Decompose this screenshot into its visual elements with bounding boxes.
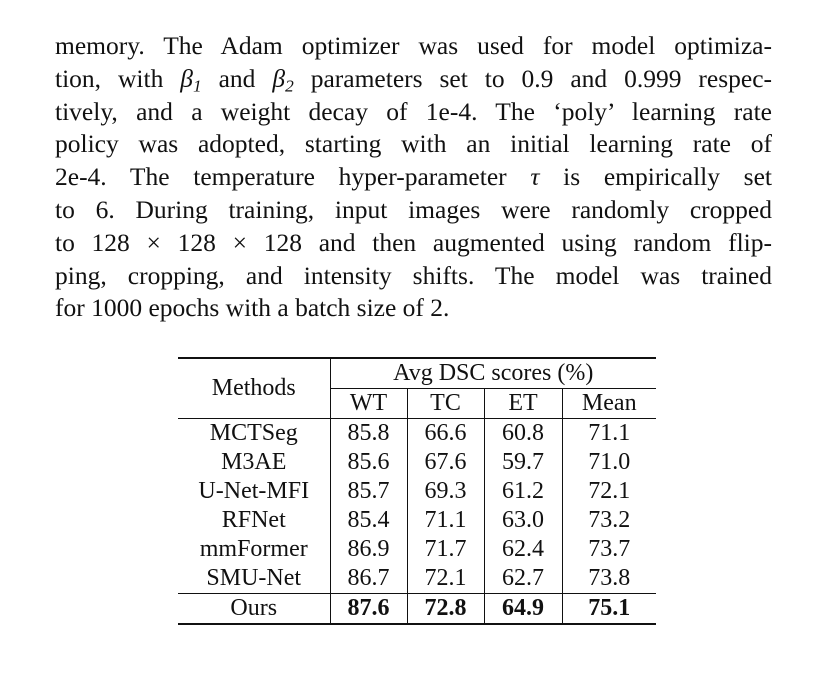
column-header-mean: Mean [562,389,656,419]
text-line: tively, and a weight decay of 1e-4. The ‘poly’ learning rate [55,96,772,126]
table-cell: 85.6 [330,448,407,477]
text-fragment: 2e-4. The temperature hyper-parameter [55,162,507,192]
table-cell: 86.7 [330,564,407,594]
text-line [55,161,772,194]
table-row [178,419,656,449]
tau-symbol: τ [530,162,540,192]
text-line: to 6. During training, input images were randomly cropped [55,194,772,224]
text-line: to 128 × 128 × 128 and then augmented using random flip- [55,227,772,257]
methods-header: Methods [211,375,296,401]
table-cell: 61.2 [484,477,562,506]
text-line: memory. The Adam optimizer was used for model optimiza- [55,31,772,60]
table-cell: 62.4 [484,535,562,564]
table-cell: 85.7 [330,477,407,506]
table-row [178,506,656,535]
method-name: RFNet [221,507,286,533]
table-cell: 73.7 [562,535,656,564]
text-line: for 1000 epochs with a batch size of 2. [55,293,450,323]
table-cell: 63.0 [484,506,562,535]
table-row [178,448,656,477]
text-fragment: and [218,63,256,93]
table-cell: 71.1 [407,506,484,535]
table-cell: 86.9 [330,535,407,564]
table-cell: 62.7 [484,564,562,594]
beta2-symbol: $\beta_2$ [272,63,294,96]
ours-cell: 72.8 [407,594,484,625]
column-header-tc: TC [407,389,484,419]
method-name: U-Net-MFI [198,478,310,504]
method-name: Ours [230,595,278,621]
table-cell: 72.1 [562,477,656,506]
table-cell: 59.7 [484,448,562,477]
table-cell: 73.2 [562,506,656,535]
body-paragraph [55,30,772,325]
column-header-et: ET [484,389,562,419]
results-table [178,357,656,625]
beta1-symbol: $\beta_1$ [180,63,202,96]
table-cell: 66.6 [407,419,484,449]
table-cell: 85.8 [330,419,407,449]
ours-cell: 64.9 [484,594,562,625]
table-cell: 60.8 [484,419,562,449]
text-line [55,63,772,96]
table-cell: 67.6 [407,448,484,477]
text-fragment: tion, with [55,63,164,93]
table-cell: 69.3 [407,477,484,506]
text-line: policy was adopted, starting with an initial learning rate of [55,129,772,159]
method-name: M3AE [221,449,287,475]
method-name: MCTSeg [209,420,298,446]
table-row [178,477,656,506]
text-fragment: parameters set to 0.9 and 0.999 respec- [310,63,773,93]
table-cell: 71.7 [407,535,484,564]
ours-cell: 87.6 [330,594,407,625]
text-fragment: is empirically set [563,162,772,192]
ours-row [178,594,656,625]
table-cell: 71.0 [562,448,656,477]
table-cell: 73.8 [562,564,656,594]
group-header: Avg DSC scores (%) [330,358,656,389]
ours-cell: 75.1 [562,594,656,625]
table-row [178,564,656,594]
text-line: ping, cropping, and intensity shifts. The model was trained [55,260,772,290]
table-cell: 72.1 [407,564,484,594]
column-header-wt: WT [330,389,407,419]
table-cell: 71.1 [562,419,656,449]
method-name: mmFormer [199,536,308,562]
table-header-row [178,358,656,389]
method-name: SMU-Net [206,565,302,591]
table-row [178,535,656,564]
table-cell: 85.4 [330,506,407,535]
